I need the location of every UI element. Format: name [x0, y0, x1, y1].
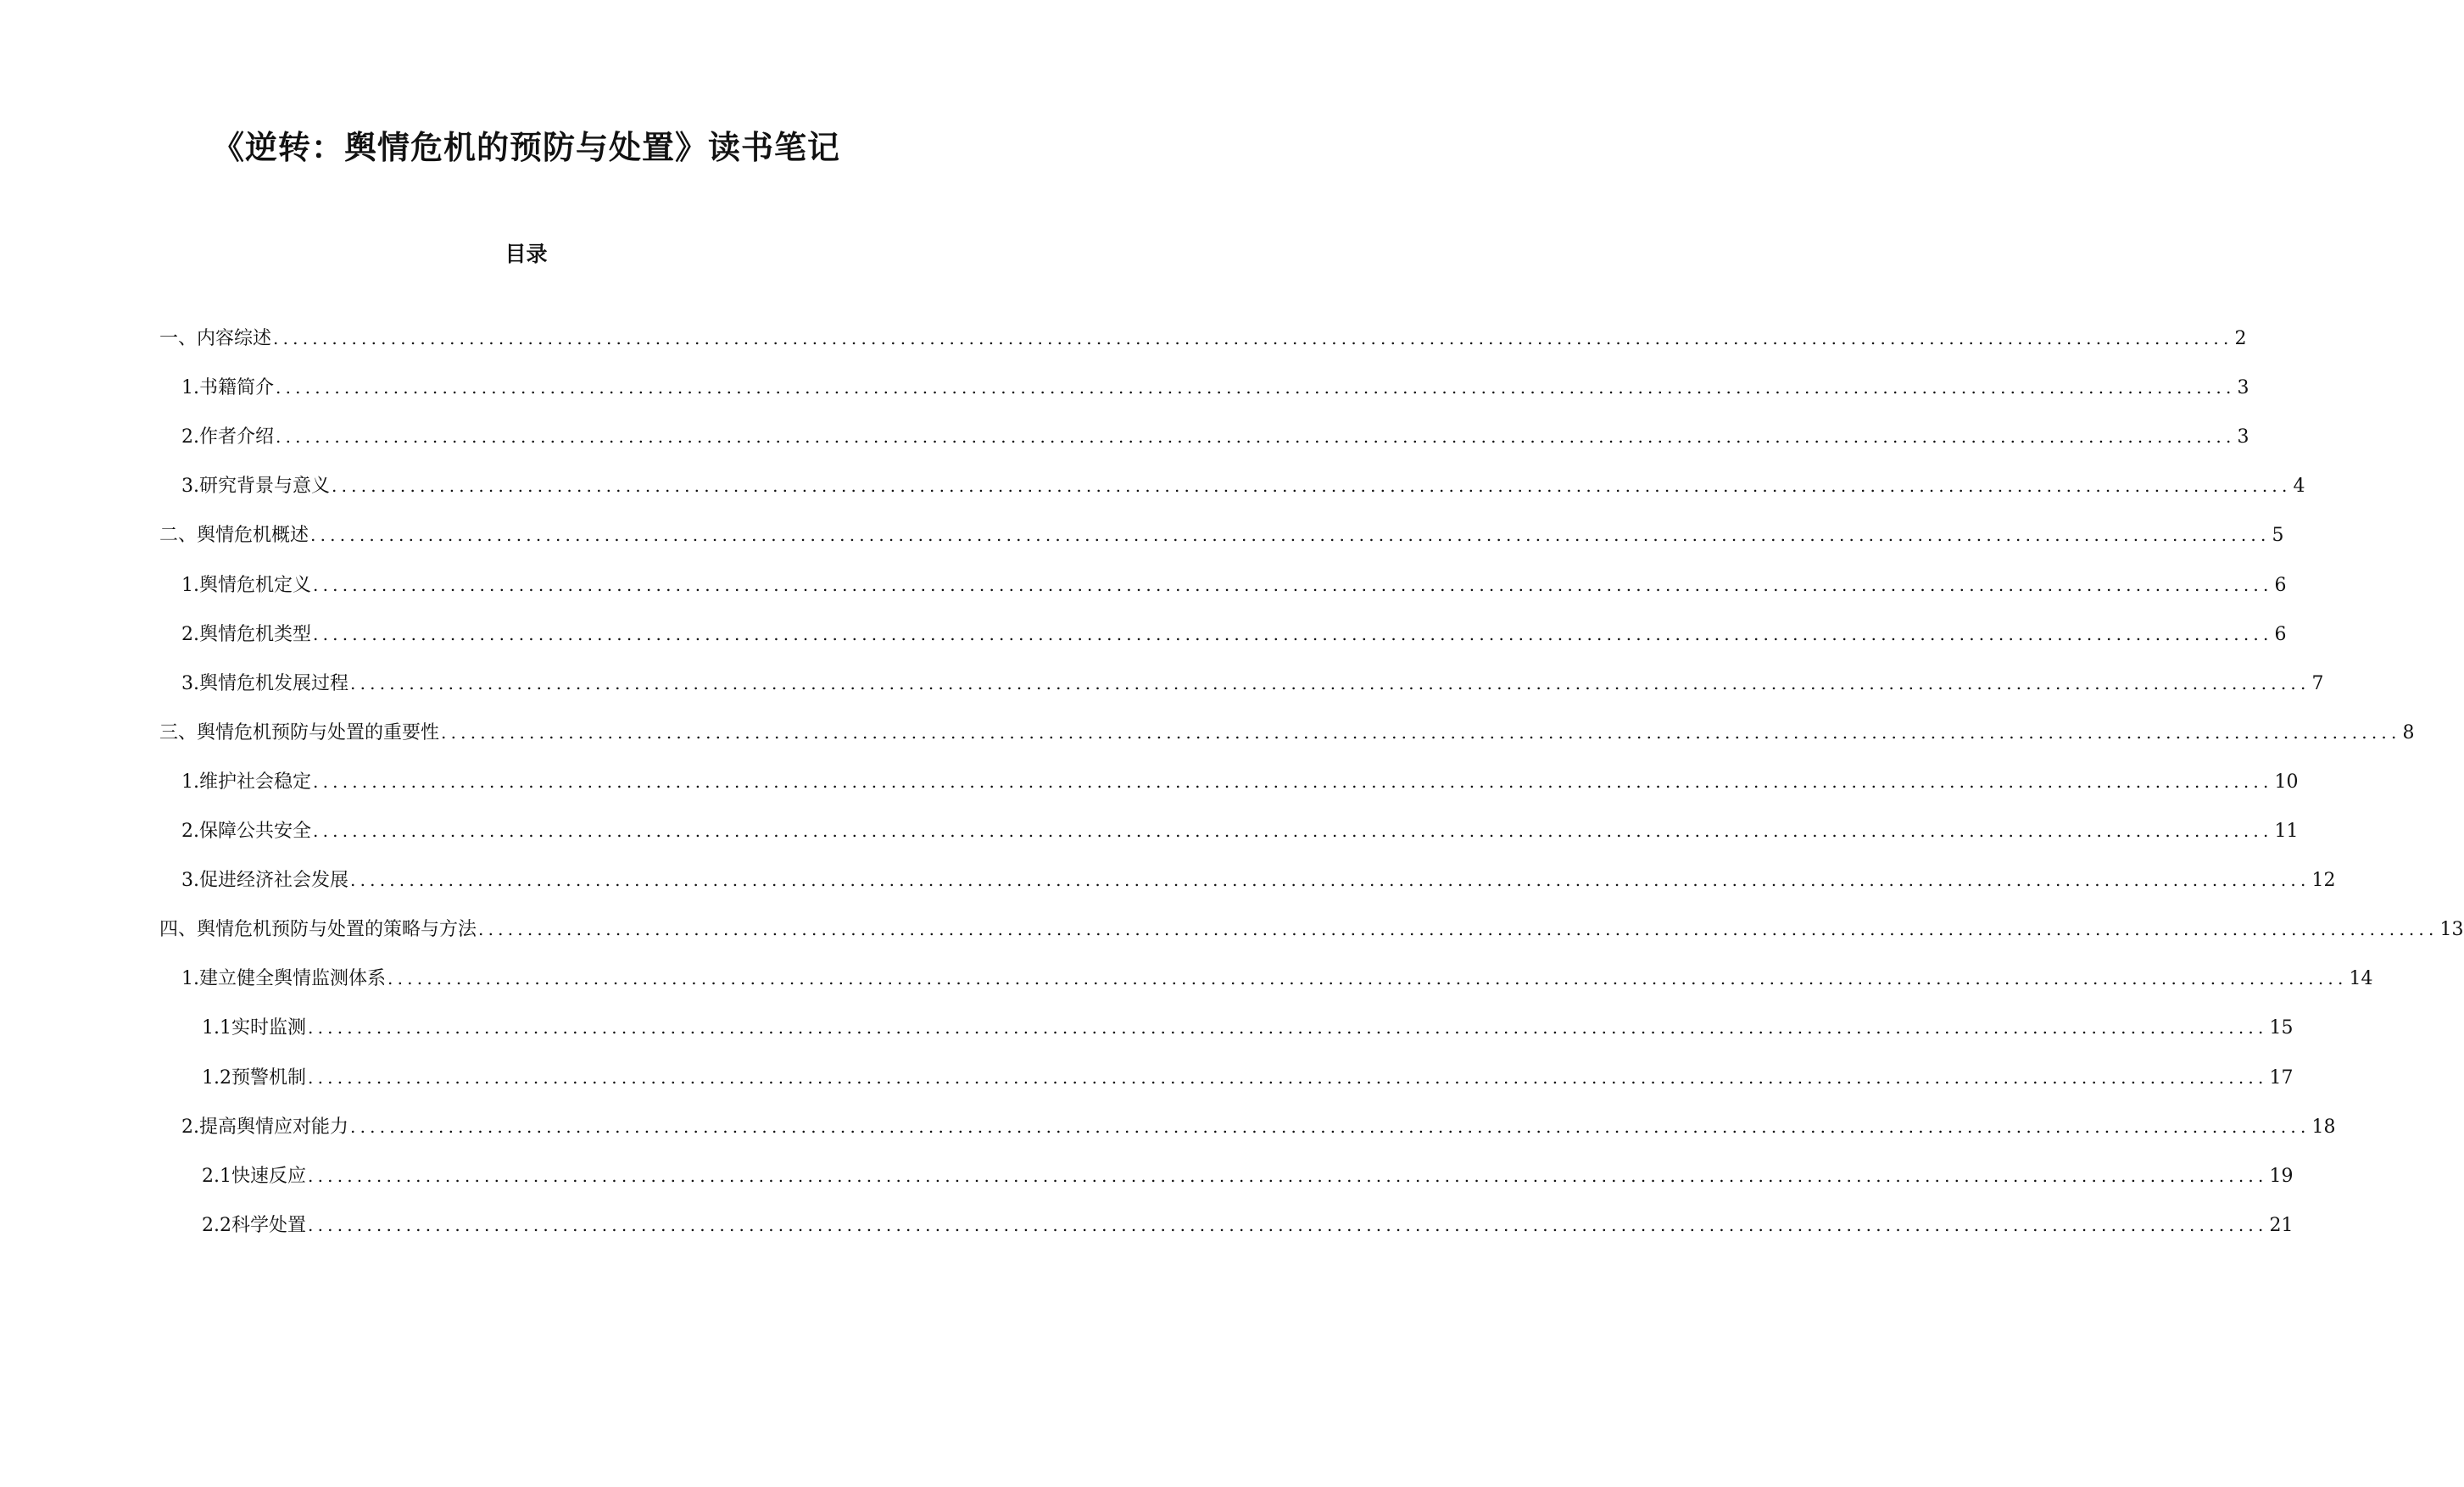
toc-entry[interactable] [159, 914, 2464, 944]
toc-entry-page-number: 5 [2272, 525, 2284, 546]
toc-dot-leader: ........................................................................................................................................................................................................ [350, 870, 2311, 890]
toc-dot-leader: ........................................................................................................................................................................................................ [313, 575, 2273, 595]
toc-entry-label: 研究背景与意义 [199, 476, 331, 497]
toc-entry[interactable] [159, 520, 2284, 550]
toc-entry-label: 舆情危机预防与处置的重要性 [197, 722, 440, 744]
toc-entry-number: 1. [181, 771, 199, 793]
toc-entry-label: 内容综述 [197, 328, 272, 349]
toc-entry[interactable] [181, 372, 2249, 403]
toc-entry-number: 3. [181, 673, 199, 694]
toc-entry[interactable] [181, 766, 2299, 797]
toc-entry-label: 舆情危机发展过程 [199, 673, 349, 694]
toc-entry-page-number: 19 [2269, 1166, 2294, 1187]
toc-entry-label: 舆情危机类型 [199, 624, 312, 645]
toc-entry-page-number: 2 [2234, 328, 2247, 349]
toc-entry-page-number: 11 [2274, 821, 2299, 842]
toc-entry[interactable] [181, 1111, 2336, 1142]
toc-entry-label: 书籍简介 [199, 377, 275, 398]
toc-entry-label: 建立健全舆情监测体系 [199, 968, 387, 989]
toc-entry-page-number: 10 [2274, 771, 2299, 793]
toc-entry-number: 2. [181, 821, 199, 842]
toc-entry-number: 1. [181, 377, 199, 398]
toc-dot-leader: ........................................................................................................................................................................................................ [310, 525, 2271, 545]
toc-entry[interactable] [181, 816, 2299, 846]
toc-entry-label: 舆情危机定义 [199, 575, 312, 596]
toc-entry[interactable] [181, 421, 2249, 452]
toc-entry[interactable] [181, 668, 2324, 699]
toc-entry[interactable] [181, 619, 2287, 649]
toc-entry-page-number: 14 [2349, 968, 2373, 989]
toc-entry-number: 3. [181, 476, 199, 497]
toc-entry-page-number: 8 [2402, 722, 2415, 744]
toc-entry-label: 快速反应 [231, 1166, 307, 1187]
toc-entry-page-number: 15 [2269, 1017, 2294, 1039]
toc-entry-label: 舆情危机概述 [197, 525, 309, 546]
toc-dot-leader: ........................................................................................................................................................................................................ [308, 1166, 2268, 1186]
toc-dot-leader: ........................................................................................................................................................................................................ [273, 328, 2233, 348]
toc-entry-label: 舆情危机预防与处置的策略与方法 [197, 919, 477, 940]
toc-entry-number: 三、 [159, 722, 198, 744]
toc-dot-leader: ........................................................................................................................................................................................................ [313, 821, 2273, 841]
toc-entry[interactable] [159, 717, 2415, 748]
toc-entry-page-number: 21 [2269, 1215, 2294, 1236]
toc-dot-leader: ........................................................................................................................................................................................................ [276, 426, 2236, 447]
toc-dot-leader: ........................................................................................................................................................................................................ [308, 1017, 2268, 1038]
toc-entry-page-number: 18 [2311, 1117, 2336, 1138]
toc-entry-page-number: 6 [2274, 575, 2287, 596]
toc-entry-page-number: 17 [2269, 1067, 2294, 1089]
toc-entry[interactable] [181, 471, 2305, 501]
toc-entry-label: 维护社会稳定 [199, 771, 312, 793]
toc-dot-leader: ........................................................................................................................................................................................................ [313, 771, 2273, 792]
toc-entry[interactable] [159, 323, 2247, 354]
toc-dot-leader: ........................................................................................................................................................................................................ [308, 1067, 2268, 1088]
toc-entry-number: 2. [181, 624, 199, 645]
toc-entry-page-number: 4 [2293, 476, 2305, 497]
toc-entry-number: 一、 [159, 328, 198, 349]
toc-entry-label: 促进经济社会发展 [199, 870, 349, 891]
toc-entry-number: 2. [181, 1117, 199, 1138]
toc-entry[interactable] [202, 1210, 2294, 1240]
toc-dot-leader: ........................................................................................................................................................................................................ [350, 673, 2311, 693]
toc-entry-label: 科学处置 [231, 1215, 307, 1236]
toc-heading: 目录 [505, 242, 548, 266]
toc-entry-number: 3. [181, 870, 199, 891]
toc-entry-label: 提高舆情应对能力 [199, 1117, 349, 1138]
toc-entry-number: 1.1 [202, 1017, 231, 1039]
toc-entry[interactable] [181, 865, 2336, 895]
toc-entry[interactable] [181, 963, 2373, 994]
toc-dot-leader: ........................................................................................................................................................................................................ [332, 476, 2292, 496]
toc-dot-leader: ........................................................................................................................................................................................................ [308, 1215, 2268, 1235]
toc-entry-page-number: 3 [2237, 377, 2249, 398]
toc-dot-leader: ........................................................................................................................................................................................................ [441, 722, 2401, 743]
toc-entry-label: 实时监测 [231, 1017, 307, 1039]
document-title: 《逆转：舆情危机的预防与处置》读书笔记 [211, 129, 840, 166]
toc-entry-number: 1. [181, 575, 199, 596]
toc-entry-number: 四、 [159, 919, 198, 940]
toc-dot-leader: ........................................................................................................................................................................................................ [350, 1117, 2311, 1137]
toc-entry-label: 作者介绍 [199, 426, 275, 448]
toc-entry-number: 1. [181, 968, 199, 989]
toc-entry-page-number: 7 [2311, 673, 2324, 694]
toc-entry-label: 保障公共安全 [199, 821, 312, 842]
toc-entry-number: 2.2 [202, 1215, 231, 1236]
toc-entry[interactable] [202, 1161, 2294, 1191]
toc-entry[interactable] [202, 1062, 2294, 1093]
toc-entry-label: 预警机制 [231, 1067, 307, 1089]
toc-entry-number: 1.2 [202, 1067, 231, 1089]
toc-dot-leader: ........................................................................................................................................................................................................ [276, 377, 2236, 398]
toc-entry-page-number: 6 [2274, 624, 2287, 645]
toc-entry-page-number: 13 [2439, 919, 2464, 940]
toc-entry[interactable] [181, 570, 2287, 600]
toc-dot-leader: ........................................................................................................................................................................................................ [478, 919, 2439, 939]
toc-entry-page-number: 12 [2311, 870, 2336, 891]
toc-entry-number: 2. [181, 426, 199, 448]
toc-entry-number: 2.1 [202, 1166, 231, 1187]
toc-dot-leader: ........................................................................................................................................................................................................ [313, 624, 2273, 644]
toc-entry-number: 二、 [159, 525, 198, 546]
toc-entry[interactable] [202, 1012, 2294, 1043]
toc-dot-leader: ........................................................................................................................................................................................................ [387, 968, 2348, 989]
toc-entry-page-number: 3 [2237, 426, 2249, 448]
